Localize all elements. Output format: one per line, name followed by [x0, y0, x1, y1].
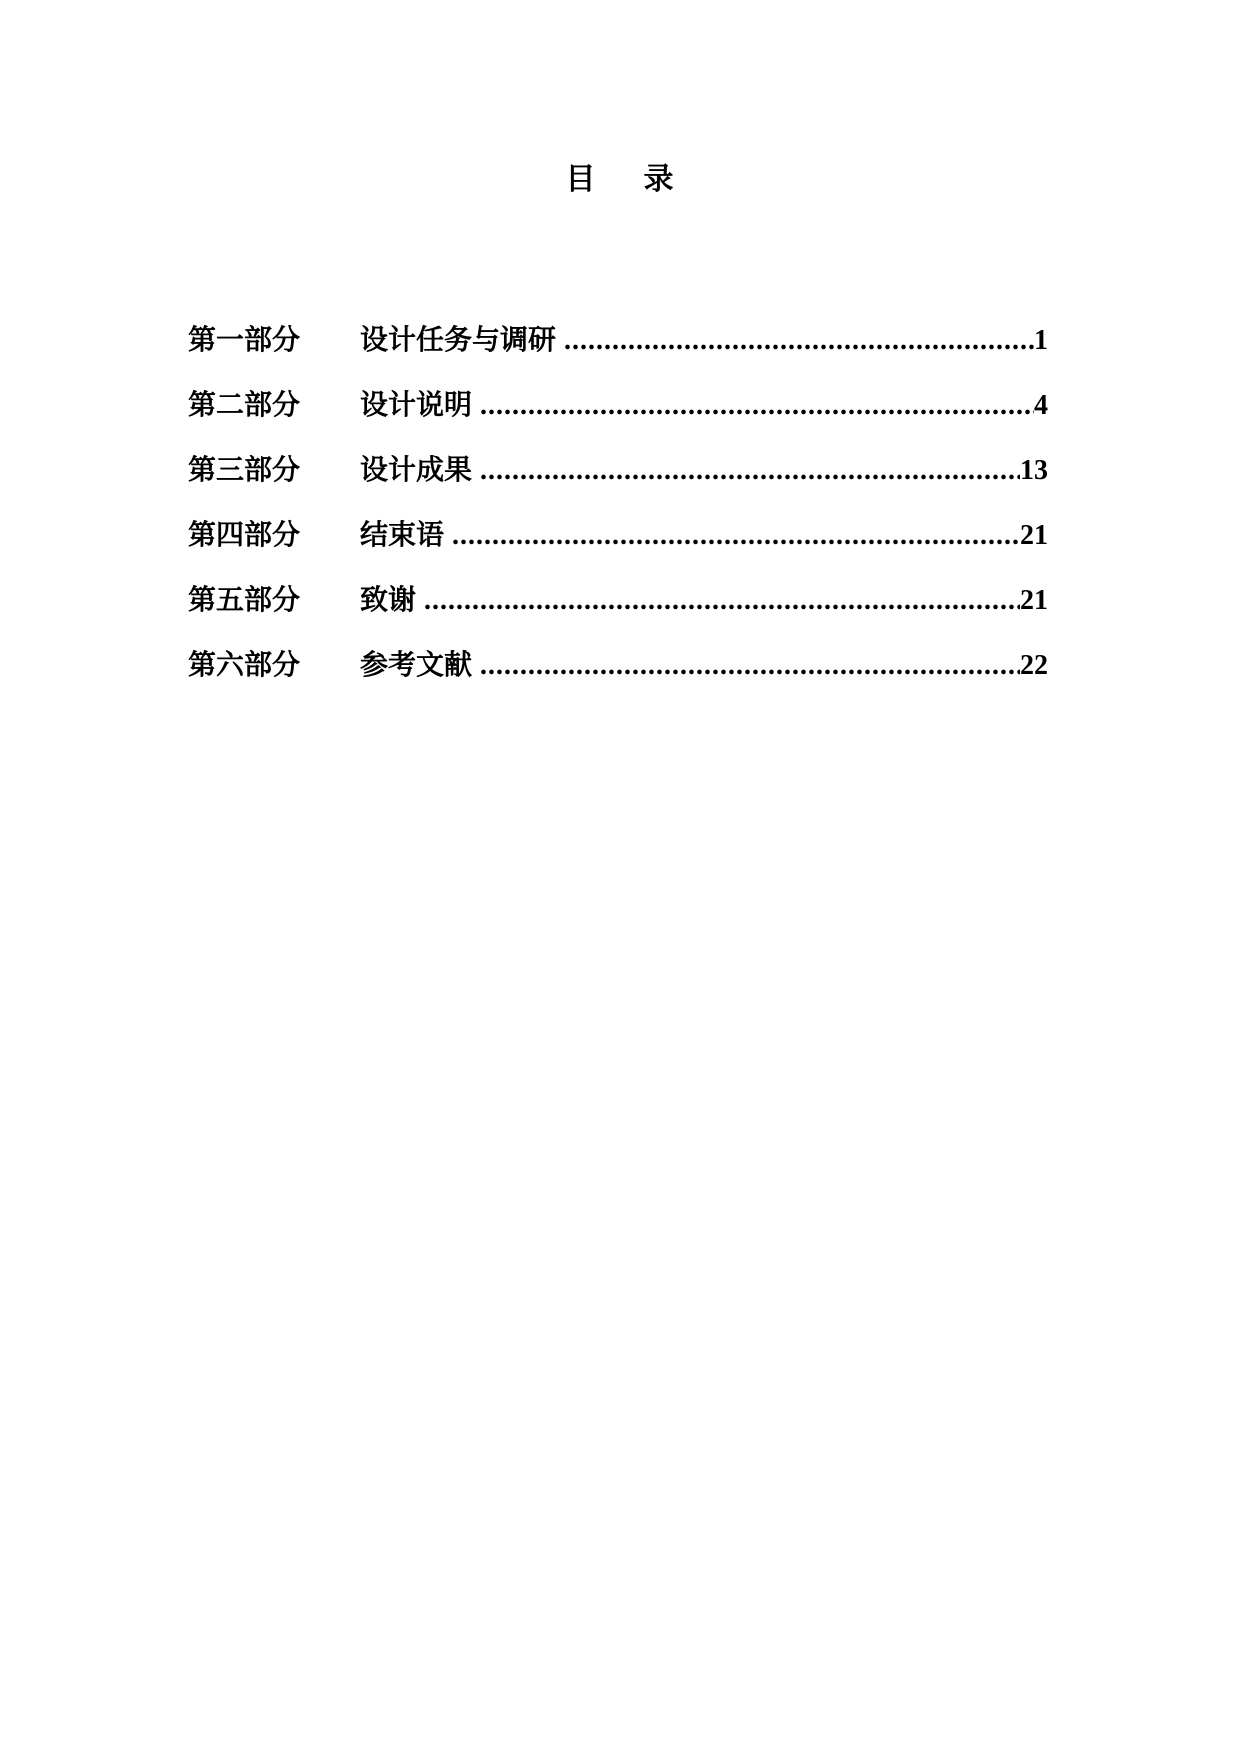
toc-dot-leader [564, 321, 1034, 361]
toc-dot-leader [424, 581, 1020, 621]
toc-entry-page-number: 13 [1020, 455, 1048, 486]
toc-entry-page-number: 4 [1034, 390, 1048, 421]
toc-dot-leader [480, 451, 1020, 491]
toc-dot-leader [480, 646, 1020, 686]
toc-dot-leader [452, 516, 1020, 556]
toc-entry-heading: 致谢 [360, 583, 417, 616]
toc-entry-part: 第六部分 [188, 648, 301, 681]
toc-title [0, 160, 1241, 200]
toc-dot-leader [480, 386, 1034, 426]
toc-entry-heading: 设计任务与调研 [360, 323, 557, 356]
toc-entry-heading: 结束语 [360, 518, 445, 551]
toc-entry-part: 第一部分 [188, 323, 301, 356]
toc-entry-heading: 参考文献 [360, 648, 473, 681]
toc-entry[interactable] [188, 320, 1048, 385]
toc-title-char-1: 目 [565, 162, 598, 197]
toc-title-char-2: 录 [643, 162, 676, 197]
toc-entry-heading: 设计说明 [360, 388, 473, 421]
toc-entry-part: 第五部分 [188, 583, 301, 616]
toc-entry[interactable] [188, 450, 1048, 515]
toc-entry[interactable] [188, 645, 1048, 710]
toc-entry-heading: 设计成果 [360, 453, 473, 486]
toc-entry[interactable] [188, 580, 1048, 645]
toc-entry-page-number: 21 [1020, 585, 1048, 616]
toc-entry-part: 第四部分 [188, 518, 301, 551]
toc-list [188, 320, 1048, 710]
toc-entry-page-number: 1 [1034, 325, 1048, 356]
toc-entry-page-number: 22 [1020, 650, 1048, 681]
toc-entry-page-number: 21 [1020, 520, 1048, 551]
toc-entry[interactable] [188, 385, 1048, 450]
toc-entry-part: 第二部分 [188, 388, 301, 421]
toc-entry-part: 第三部分 [188, 453, 301, 486]
toc-entry[interactable] [188, 515, 1048, 580]
